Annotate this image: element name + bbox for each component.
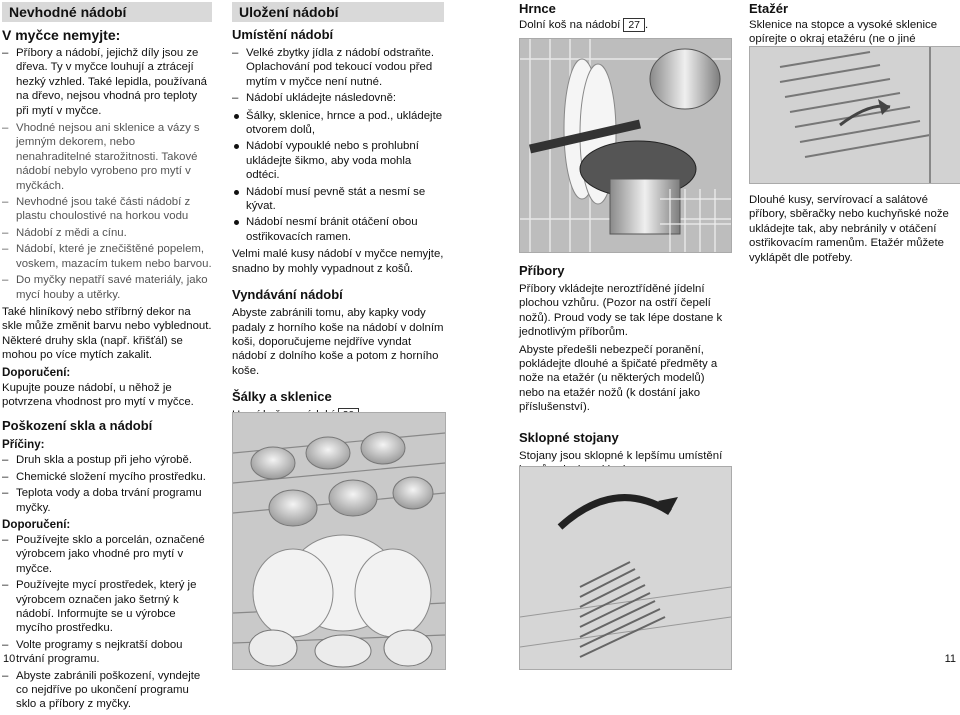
remove-text: Abyste zabránili tomu, aby kapky vody padaly z horního koše na nádobí v dolním koši, doporučujeme nejdříve vyndat nádobí z dolního koše a potom z horního koše.	[232, 307, 444, 377]
list-item: – Příbory a nádobí, jejichž díly jsou ze dřeva. Ty v myčce louhují a ztrácejí hezký vzhled. Také lepidla, používaná na dřevo, nejsou vhodná pro teploty při mytí v myčce.	[2, 46, 212, 118]
causes-label: Příčiny:	[2, 438, 45, 452]
unsuitable-list	[2, 46, 212, 118]
etager-text-1: Sklenice na stopce a vysoké sklenice opírejte o okraj etažéru (ne o jiné	[749, 19, 938, 46]
placement-bullets	[232, 109, 444, 245]
list-item: – Nádobí, které je znečištěné popelem, voskem, mazacím tukem nebo barvou.	[2, 242, 212, 271]
folding-text: Stojany jsou sklopné k lepšímu umístění	[519, 449, 723, 462]
folding-racks-photo	[519, 466, 732, 670]
list-item: – Velké zbytky jídla z nádobí odstraňte. Oplachování pod tekoucí vodou před mytím v myčce není nutné.	[232, 46, 444, 89]
column-far-right-lower	[749, 193, 959, 268]
list-item: – Vhodné nejsou ani sklenice a vázy s jemným dekorem, nebo nenahraditelné starožitnosti. Takové nádobí nebylo vyrobeno pro mytí v myčkách.	[2, 121, 212, 193]
cutlery-title: Příbory	[519, 263, 565, 278]
cutlery-text-2: Abyste předešli nebezpečí poranění, pokládejte dlouhé a špičaté předměty a nože na etažér (u některých modelů) nebo na etažér nožů (k dostání jako příslušenství).	[519, 343, 718, 414]
list-item: – Abyste zabránili poškození, vyndejte co nejdříve po ukončení programu sklo a příbory z myčky.	[2, 669, 212, 712]
lower-rack-drawing	[520, 39, 731, 252]
list-item: – Do myčky nepatří savé materiály, jako mycí houby a utěrky.	[2, 273, 212, 302]
recommendation-list	[2, 533, 212, 712]
pots-text-end: .	[645, 19, 649, 31]
list-item: – Chemické složení mycího prostředku.	[2, 470, 212, 484]
list-item: Nádobí musí pevně stát a nesmí se kývat.	[232, 185, 444, 214]
column-middle	[232, 0, 444, 426]
upper-rack-drawing	[233, 413, 445, 669]
section-header-unsuitable: Nevhodné nádobí	[2, 2, 212, 22]
unsuitable-list-gray	[2, 121, 212, 302]
causes-list	[2, 453, 212, 515]
pots-title: Hrnce	[519, 1, 556, 16]
glass-damage-title: Poškození skla a nádobí	[2, 418, 153, 434]
etager-text-2: Dlouhé kusy, servírovací a salátové příbory, sběračky nebo kuchyňské nože ukládejte tak, aby nebránily v otáčení ostřikovacím ramenům. Etažér můžete vyklápět dle potřeby.	[749, 194, 949, 264]
folding-racks-drawing	[520, 467, 731, 669]
section-header-loading: Uložení nádobí	[232, 2, 444, 22]
list-item: – Teplota vody a doba trvání programu myčky.	[2, 486, 212, 515]
lower-rack-photo	[519, 38, 732, 253]
cutlery-text-1: Příbory vkládejte neroztříděné jídelní plochou vzhůru. (Pozor na ostří čepelí nožů). Proud vody se tak lépe dostane k jednotlivým příborům.	[519, 283, 723, 339]
list-item: Nádobí vypouklé nebo s prohlubní ukládejte šikmo, aby voda mohla odtéci.	[232, 139, 444, 182]
recommendation-text: Kupujte pouze nádobí, u něhož je potvrzena vhodnost pro mytí v myčce.	[2, 381, 194, 408]
etager-photo	[749, 46, 960, 184]
page-number-left: 10	[3, 652, 16, 665]
list-item: – Používejte mycí prostředek, který je výrobcem označen jako šetrný k nádobí. Informujte se u výrobce mycího prostředku.	[2, 578, 212, 636]
list-item: Šálky, sklenice, hrnce a pod., ukládejte otvorem dolů,	[232, 109, 444, 138]
upper-rack-photo	[232, 412, 446, 670]
column-right-lower	[519, 262, 731, 480]
list-item: – Používejte sklo a porcelán, označené výrobcem jako vhodné pro mytí v myčce.	[2, 533, 212, 576]
etager-drawing	[750, 47, 960, 183]
recommendation-label-2: Doporučení:	[2, 517, 71, 531]
list-item: Nádobí nesmí bránit otáčení obou ostřikovacích ramen.	[232, 215, 444, 244]
small-items-note: Velmi malé kusy nádobí v myčce nemyjte, snadno by mohly vypadnout z košů.	[232, 248, 444, 275]
list-item: – Nádobí ukládejte následovně:	[232, 91, 444, 105]
column-right	[519, 0, 731, 35]
list-item: – Nádobí z mědi a cínu.	[2, 226, 212, 240]
subheader-do-not-wash: V myčce nemyjte:	[2, 27, 121, 43]
placement-title: Umístění nádobí	[232, 27, 334, 42]
list-item: – Volte programy s nejkratší dobou trvání programu.	[2, 638, 212, 667]
recommendation-label: Doporučení:	[2, 365, 71, 379]
figure-ref-27: 27	[623, 18, 645, 32]
folding-title: Sklopné stojany	[519, 429, 619, 445]
remove-title: Vyndávání nádobí	[232, 287, 343, 303]
page-number-right: 11	[944, 652, 956, 665]
pots-text-label: Dolní koš na nádobí	[519, 19, 621, 31]
decor-paragraph: Také hliníkový nebo stříbrný dekor na skle může změnit barvu nebo vyblednout. Některé druhy skla (např. křišťál) se mohou po více mytích zakalit.	[2, 305, 212, 362]
list-item: – Nevhodné jsou také části nádobí z plastu choulostivé na horkou vodu	[2, 195, 212, 224]
list-item: – Druh skla a postup při jeho výrobě.	[2, 453, 212, 467]
cups-title: Šálky a sklenice	[232, 389, 332, 405]
etager-title: Etažér	[749, 1, 789, 16]
placement-list	[232, 46, 444, 106]
column-left	[2, 0, 212, 715]
pots-text	[519, 18, 731, 32]
